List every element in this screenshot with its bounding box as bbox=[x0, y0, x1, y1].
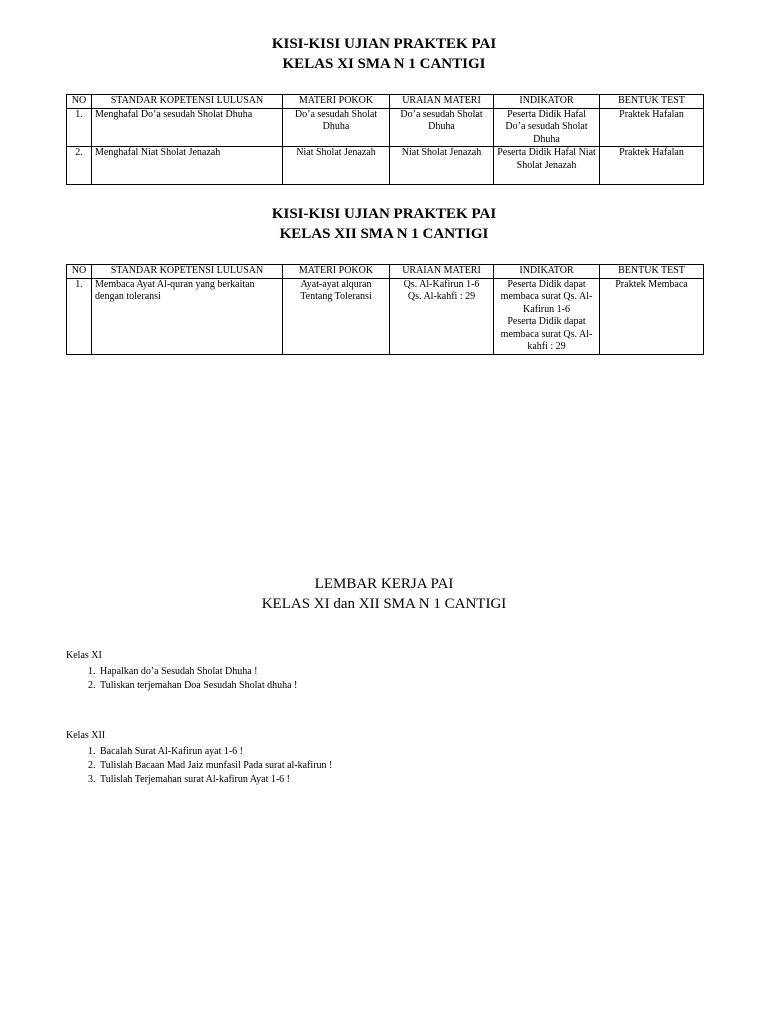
cell-bentuk: Praktek Hafalan bbox=[600, 147, 704, 185]
kelas-xii-section bbox=[66, 729, 332, 787]
list-item: 1. Bacalah Surat Al-Kafirun ayat 1-6 ! bbox=[98, 745, 332, 759]
cell-standar: Menghafal Do’a sesudah Sholat Dhuha bbox=[92, 108, 283, 147]
table-row bbox=[67, 108, 704, 147]
list-item: 3. Tulislah Terjemahan surat Al-kafirun Ayat 1-6 ! bbox=[98, 773, 332, 787]
header-materi: MATERI POKOK bbox=[283, 95, 390, 109]
header-uraian: URAIAN MATERI bbox=[390, 265, 494, 279]
kisi-title-xii-line2: KELAS XII SMA N 1 CANTIGI bbox=[279, 226, 489, 242]
lembar-title-line1: LEMBAR KERJA PAI bbox=[314, 576, 454, 592]
kisi-title-xi-line1: KISI-KISI UJIAN PRAKTEK PAI bbox=[271, 36, 497, 52]
list-item: 2. Tulislah Bacaan Mad Jaiz munfasil Pada surat al-kafirun ! bbox=[98, 759, 332, 773]
header-indikator: INDIKATOR bbox=[494, 265, 600, 279]
lembar-title bbox=[0, 574, 768, 614]
kisi-title-xi-line2: KELAS XI SMA N 1 CANTIGI bbox=[282, 56, 486, 72]
kisi-table-xi bbox=[66, 94, 704, 185]
header-no: NO bbox=[67, 265, 92, 279]
cell-uraian: Do’a sesudah Sholat Dhuha bbox=[390, 108, 494, 147]
header-standar: STANDAR KOPETENSI LULUSAN bbox=[92, 95, 283, 109]
table-row bbox=[67, 278, 704, 354]
cell-uraian: Qs. Al-Kafirun 1-6 Qs. Al-kahfi : 29 bbox=[390, 278, 494, 354]
table-header-row bbox=[67, 95, 704, 109]
table-row bbox=[67, 147, 704, 185]
cell-bentuk: Praktek Membaca bbox=[600, 278, 704, 354]
header-standar: STANDAR KOPETENSI LULUSAN bbox=[92, 265, 283, 279]
kelas-xii-label: Kelas XII bbox=[66, 730, 106, 741]
header-bentuk: BENTUK TEST bbox=[600, 265, 704, 279]
cell-indikator: Peserta Didik Hafal Niat Sholat Jenazah bbox=[494, 147, 600, 185]
cell-bentuk: Praktek Hafalan bbox=[600, 108, 704, 147]
cell-materi: Ayat-ayat alquran Tentang Toleransi bbox=[283, 278, 390, 354]
cell-no: 1. bbox=[67, 108, 92, 147]
header-uraian: URAIAN MATERI bbox=[390, 95, 494, 109]
cell-uraian: Niat Sholat Jenazah bbox=[390, 147, 494, 185]
kisi-title-xii-line1: KISI-KISI UJIAN PRAKTEK PAI bbox=[271, 206, 497, 222]
cell-no: 2. bbox=[67, 147, 92, 185]
cell-indikator: Peserta Didik dapat membaca surat Qs. Al-Kafirun 1-6 Peserta Didik dapat membaca surat Qs. Al-kahfi : 29 bbox=[494, 278, 600, 354]
header-bentuk: BENTUK TEST bbox=[600, 95, 704, 109]
header-no: NO bbox=[67, 95, 92, 109]
list-item: 1. Hapalkan do’a Sesudah Sholat Dhuha ! bbox=[98, 665, 297, 679]
kisi-title-xii bbox=[0, 204, 768, 244]
cell-indikator: Peserta Didik Hafal Do’a sesudah Sholat Dhuha bbox=[494, 108, 600, 147]
kelas-xi-list bbox=[66, 665, 297, 693]
cell-standar: Membaca Ayat Al-quran yang berkaitan dengan toleransi bbox=[92, 278, 283, 354]
kisi-title-xi bbox=[0, 34, 768, 74]
cell-standar: Menghafal Niat Sholat Jenazah bbox=[92, 147, 283, 185]
cell-no: 1. bbox=[67, 278, 92, 354]
header-materi: MATERI POKOK bbox=[283, 265, 390, 279]
lembar-title-line2: KELAS XI dan XII SMA N 1 CANTIGI bbox=[261, 596, 507, 612]
kelas-xii-list bbox=[66, 745, 332, 787]
kelas-xi-section bbox=[66, 649, 297, 693]
cell-materi: Niat Sholat Jenazah bbox=[283, 147, 390, 185]
kisi-table-xii bbox=[66, 264, 704, 355]
kelas-xi-label: Kelas XI bbox=[66, 650, 102, 661]
header-indikator: INDIKATOR bbox=[494, 95, 600, 109]
list-item: 2. Tuliskan terjemahan Doa Sesudah Sholat dhuha ! bbox=[98, 679, 297, 693]
table-header-row bbox=[67, 265, 704, 279]
cell-materi: Do’a sesudah Sholat Dhuha bbox=[283, 108, 390, 147]
